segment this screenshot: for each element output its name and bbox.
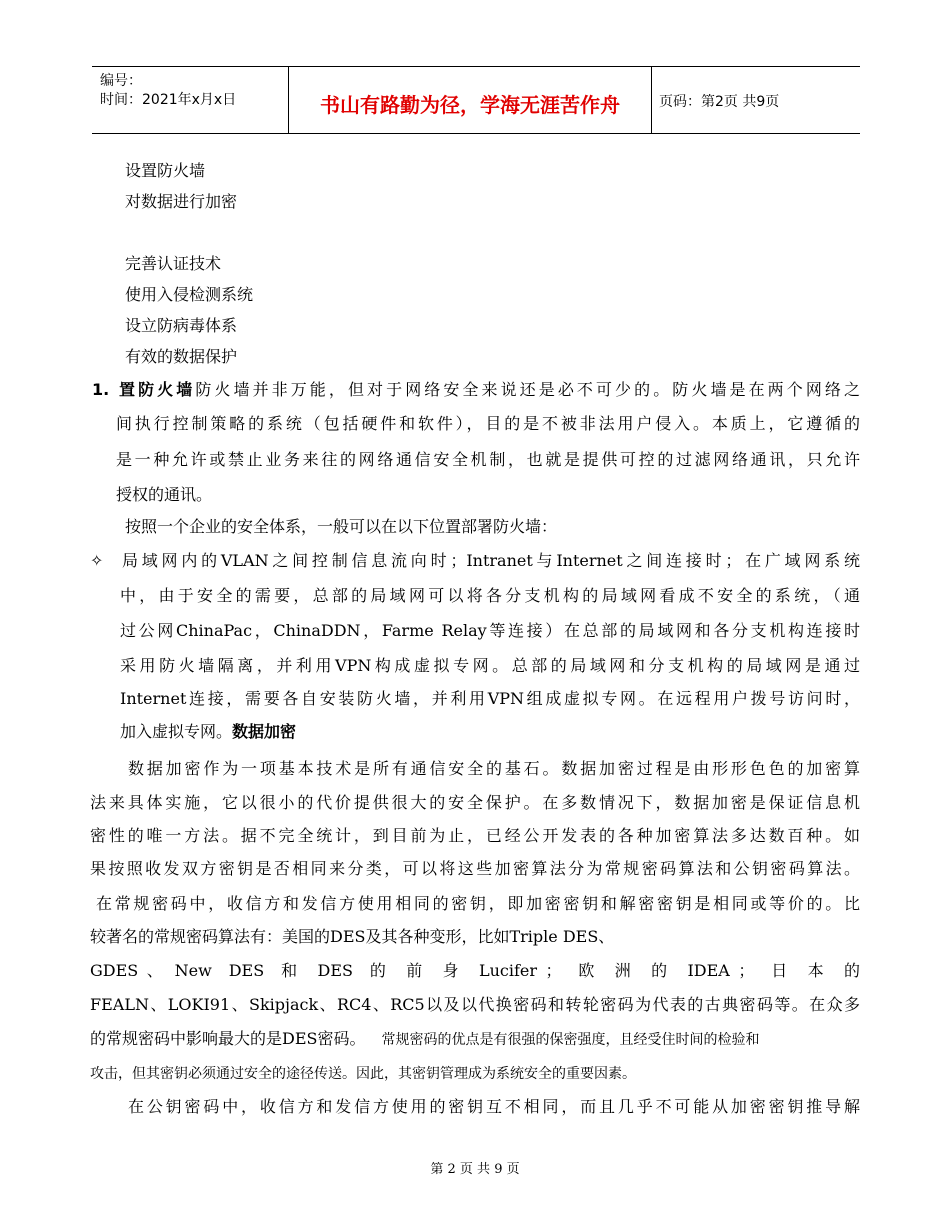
bullet-line: 局域网内的VLAN之间控制信息流向时；Intranet与Internet之间连接时；在广域网系统 [122, 551, 860, 570]
outline-item: 完善认证技术 [125, 254, 222, 273]
doc-number: 编号： [100, 73, 142, 89]
section-title-line [119, 380, 860, 400]
section-number [92, 380, 109, 400]
header-slogan: 书山有路勤为径，学海无涯苦作舟 [320, 93, 620, 117]
paragraph-text: 的常规密码中影响最大的是DES密码。 [90, 1029, 366, 1048]
paragraph-line: 是一种允许或禁止业务来往的网络通信安全机制，也就是提供可控的过滤网络通讯，只允许 [116, 450, 860, 469]
paragraph-line: 在公钥密码中，收信方和发信方使用的密钥互不相同，而且几乎不可能从加密密钥推导解 [128, 1097, 860, 1116]
paragraph-line: GDES 、 New DES 和 DES 的 前 身 Lucifer ； 欧 洲 的 IDEA ； 日 本 的 [90, 961, 860, 980]
doc-date: 时间：2021年x月x日 [100, 92, 237, 108]
paragraph-line: 法来具体实施，它以很小的代价提供很大的安全保护。在多数情况下，数据加密是保证信息机 [90, 793, 860, 812]
paragraph-line: 密性的唯一方法。据不完全统计，到目前为止，已经公开发表的各种加密算法多达数百种。如 [90, 826, 860, 845]
page-footer: 第 2 页 共 9 页 [430, 1162, 520, 1177]
outline-item: 设置防火墙 [125, 161, 206, 180]
bullet-line: 采用防火墙隔离，并利用VPN构成虚拟专网。总部的局域网和分支机构的局域网是通过 [120, 656, 860, 675]
paragraph-line: 在常规密码中，收信方和发信方使用相同的密钥，即加密密钥和解密密钥是相同或等价的。比 [96, 894, 860, 913]
paragraph-line: 果按照收发双方密钥是否相同来分类，可以将这些加密算法分为常规密码算法和公钥密码算法。 [90, 859, 860, 878]
bullet-line: 中，由于安全的需要，总部的局域网可以将各分支机构的局域网看成不安全的系统，（通 [120, 586, 860, 605]
section-number-text: 1. [92, 380, 110, 399]
header-middle-cell [288, 67, 652, 133]
deploy-intro: 按照一个企业的安全体系，一般可以在以下位置部署防火墙： [125, 517, 558, 536]
page-indicator: 页码：第2页 共9页 [659, 94, 780, 110]
outline-item: 设立防病毒体系 [125, 316, 238, 335]
paragraph-line: 间执行控制策略的系统（包括硬件和软件），目的是不被非法用户侵入。本质上，它遵循的 [116, 414, 860, 433]
bullet-last-line [120, 722, 296, 742]
paragraph-small-line: 攻击，但其密钥必须通过安全的途径传送。因此，其密钥管理成为系统安全的重要因素。 [90, 1066, 636, 1082]
outline-item: 有效的数据保护 [125, 347, 238, 366]
paragraph-text: 防火墙并非万能，但对于网络安全来说还是必不可少的。防火墙是在两个网络之 [195, 380, 860, 399]
paragraph-line: 授权的通讯。 [116, 485, 213, 504]
bullet-line: Internet连接，需要各自安装防火墙，并利用VPN组成虚拟专网。在远程用户拨号访问时， [120, 689, 860, 708]
header-left-cell [92, 67, 288, 133]
paragraph-line: FEALN、LOKI91、Skipjack、RC4、RC5以及以代换密码和转轮密码为代表的古典密码等。在众多 [90, 995, 860, 1014]
outline-item: 对数据进行加密 [125, 192, 238, 211]
bullet-text: 加入虚拟专网。 [120, 722, 233, 741]
page-header [92, 66, 860, 134]
paragraph-line [90, 1029, 759, 1050]
paragraph-small-text: 常规密码的优点是有很强的保密强度，且经受住时间的检验和 [381, 1032, 760, 1048]
paragraph-line: 数据加密作为一项基本技术是所有通信安全的基石。数据加密过程是由形形色色的加密算 [128, 759, 860, 778]
section-heading-encryption: 数据加密 [232, 722, 297, 741]
bullet-line: 过公网ChinaPac，ChinaDDN，Farme Relay等连接）在总部的局域网和各分支机构连接时 [120, 621, 860, 640]
paragraph-line: 较著名的常规密码算法有：美国的DES及其各种变形，比如Triple DES、 [90, 927, 615, 946]
bullet-diamond-icon: ✧ [90, 551, 104, 570]
header-right-cell [651, 67, 860, 133]
section-title: 置防火墙 [119, 380, 196, 399]
outline-item: 使用入侵检测系统 [125, 285, 254, 304]
